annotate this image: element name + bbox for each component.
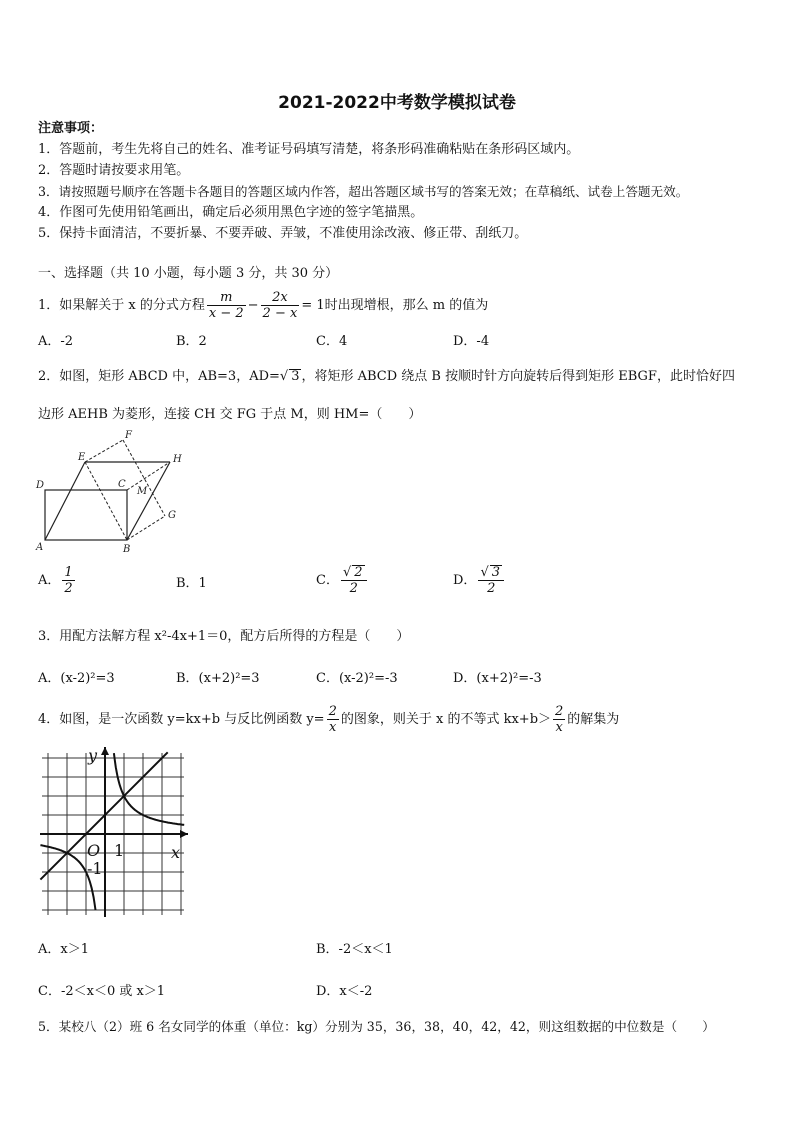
label-c: C: [118, 479, 126, 490]
notice-item: 5．保持卡面清洁，不要折暴、不要弄破、弄皱，不准使用涂改液、修正带、刮纸刀。: [38, 226, 528, 241]
q1-f1-denominator: x − 2: [208, 306, 244, 321]
segment-ef: [85, 440, 123, 462]
segment-bg: [127, 516, 165, 540]
question-5: 5．某校八（2）班 6 名女同学的体重（单位：kg）分别为 35，36，38，40，42，42，则这组数据的中位数是（ ）: [38, 1019, 715, 1034]
q4-text-mid: 的图象，则关于 x 的不等式 kx+b＞: [340, 712, 552, 727]
q4-f2-denominator: x: [555, 720, 563, 735]
label-h: H: [173, 454, 182, 465]
q2-sqrt: √ 3: [279, 369, 300, 384]
label-a: A: [36, 542, 44, 553]
q2-option-a-numerator: 1: [64, 565, 73, 580]
q2-text-post: ，将矩形 ABCD 绕点 B 按顺时针方向旋转后得到矩形 EBGF，此时恰好四: [301, 369, 735, 384]
segment-eb: [85, 462, 127, 540]
label-e: E: [78, 452, 86, 463]
q2-option-c-numerator: √ 2: [341, 565, 367, 581]
q4-fraction-1: [327, 704, 339, 735]
q2-option-a-fraction: [62, 565, 74, 596]
q1-option-b: B．2: [176, 334, 207, 349]
q2-option-a-denominator: 2: [64, 581, 73, 596]
q1-minus: −: [247, 298, 259, 313]
label-origin: O: [87, 841, 101, 860]
q2-option-c-radicand: 2: [354, 565, 363, 580]
q2-option-c-fraction: [341, 565, 367, 596]
q2-option-c-label: C．: [316, 573, 339, 588]
segment-hb: [127, 462, 170, 540]
q4-f2-numerator: 2: [555, 704, 564, 719]
q2-geometry-figure: [30, 428, 200, 556]
label-b: B: [123, 544, 131, 555]
q1-text-pre: 1．如果解关于 x 的分式方程: [38, 298, 205, 313]
label-g: G: [168, 510, 176, 521]
notice-item: 1．答题前，考生先将自己的姓名、准考证号码填写清楚，将条形码准确粘贴在条形码区域内。: [38, 142, 580, 157]
q4-text-post: 的解集为: [567, 712, 620, 727]
label-neg-one: -1: [87, 859, 103, 878]
segment-fg: [123, 440, 165, 516]
q1-fraction-2: [261, 290, 300, 321]
q2-option-a-label: A．: [38, 573, 61, 588]
question-3: 3．用配方法解方程 x²-4x+1＝0，配方后所得的方程是（ ）: [38, 629, 410, 644]
q1-option-d: D．-4: [453, 334, 490, 349]
q1-equals: = 1: [301, 298, 325, 313]
q2-option-d-label: D．: [453, 573, 477, 588]
q4-option-d: D．x＜-2: [316, 984, 373, 999]
label-one: 1: [114, 841, 125, 860]
q1-option-c: C．4: [316, 334, 348, 349]
page-title: 2021-2022中考数学模拟试卷: [278, 93, 516, 113]
label-m: M: [137, 486, 148, 497]
q4-fraction-2: [553, 704, 565, 735]
q1-f1-numerator: m: [207, 290, 246, 306]
label-d: D: [36, 480, 45, 491]
q4-option-a: A．x＞1: [38, 942, 89, 957]
q3-option-c: C．(x-2)²=-3: [316, 671, 398, 686]
q2-option-d-denominator: 2: [487, 581, 496, 596]
question-4: [38, 704, 619, 736]
label-y: y: [88, 746, 98, 765]
question-2-line-1: [38, 368, 735, 386]
q3-option-a: A．(x-2)²=3: [38, 671, 115, 686]
q4-f1-denominator: x: [329, 720, 337, 735]
question-2-line-2: 边形 AEHB 为菱形，连接 CH 交 FG 于点 M，则 HM=（ ）: [38, 407, 422, 422]
q2-option-d: [453, 565, 506, 596]
q2-option-c-denominator: 2: [349, 581, 358, 596]
label-x: x: [171, 843, 181, 862]
segment-ae: [45, 462, 85, 540]
section-heading: 一、选择题（共 10 小题，每小题 3 分，共 30 分）: [38, 266, 339, 281]
q2-text-pre: 2．如图，矩形 ABCD 中，AB=3，AD=: [38, 369, 280, 384]
notice-item: 4．作图可先使用铅笔画出，确定后必须用黑色字迹的签字笔描黑。: [38, 205, 424, 220]
q3-option-d: D．(x+2)²=-3: [453, 671, 542, 686]
q3-option-b: B．(x+2)²=3: [176, 671, 260, 686]
q2-option-a: [38, 565, 77, 596]
q1-f2-denominator: 2 − x: [262, 306, 298, 321]
q2-option-d-numerator: √ 3: [478, 565, 504, 581]
q1-fraction-1: [207, 290, 246, 321]
q4-text-pre: 4．如图，是一次函数 y=kx+b 与反比例函数 y=: [38, 712, 325, 727]
notice-item: 3．请按照题号顺序在答题卡各题目的答题区域内作答，超出答题区域书写的答案无效；在草稿纸、试卷上答题无效。: [38, 184, 689, 199]
question-1: [38, 290, 488, 321]
y-axis-arrow: [101, 747, 109, 755]
q4-option-b: B．-2＜x＜1: [316, 942, 393, 957]
q1-option-a: A．-2: [38, 334, 74, 349]
notice-item: 2．答题时请按要求用笔。: [38, 163, 190, 178]
q4-option-c: C．-2＜x＜0 或 x＞1: [38, 984, 166, 999]
q2-option-d-radicand: 3: [491, 565, 501, 580]
q2-option-b: B．1: [176, 576, 207, 591]
q2-option-c: [316, 565, 369, 596]
notice-heading: 注意事项：: [38, 121, 104, 136]
q4-f1-numerator: 2: [328, 704, 337, 719]
q2-sqrt-radicand: 3: [291, 369, 300, 384]
q1-text-post: 时出现增根，那么 m 的值为: [324, 298, 489, 313]
label-f: F: [125, 430, 132, 441]
x-axis-arrow: [180, 830, 188, 838]
q4-function-graph: [38, 745, 190, 920]
q2-option-d-fraction: [478, 565, 504, 596]
q1-f2-numerator: 2x: [261, 290, 300, 306]
